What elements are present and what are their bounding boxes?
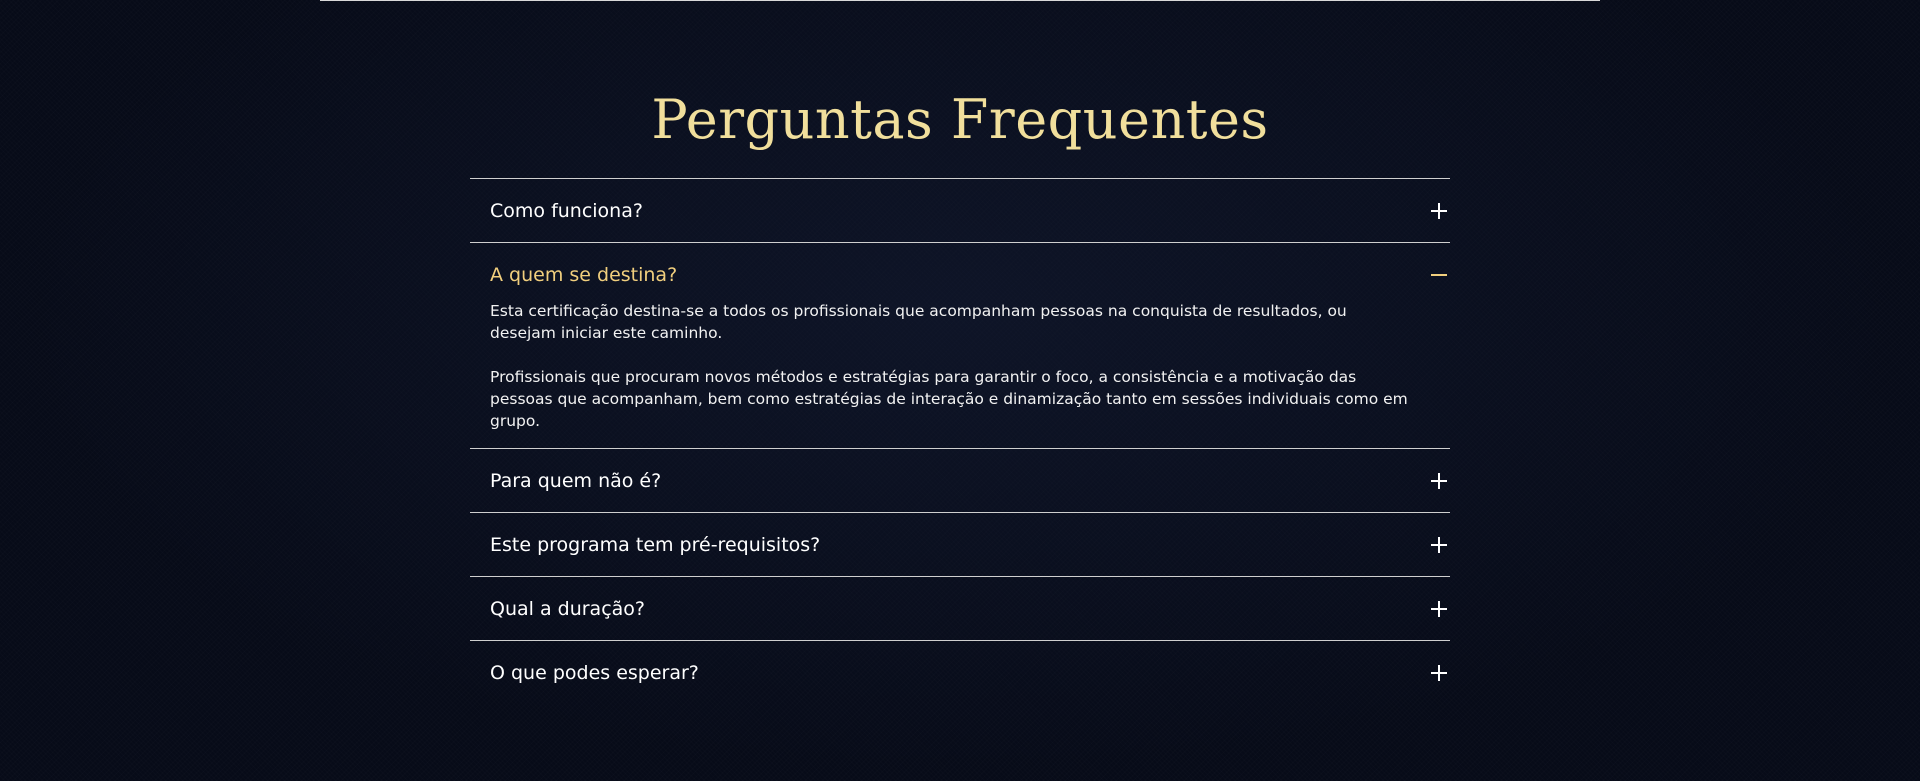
faq-question-button[interactable]	[470, 449, 1450, 512]
faq-item-como-funciona	[470, 179, 1450, 243]
faq-accordion	[470, 178, 1450, 704]
faq-item-para-quem-nao-e	[470, 449, 1450, 513]
faq-question-text: Como funciona?	[490, 199, 643, 222]
faq-answer-paragraph: Profissionais que procuram novos métodos e estratégias para garantir o foco, a consistência e a motivação das pessoas que acompanham, bem como estratégias de interação e dinamização tanto em sessões individuais como em grupo.	[490, 368, 1408, 430]
faq-item-pre-requisitos	[470, 513, 1450, 577]
top-divider	[320, 0, 1600, 1]
faq-question-text: A quem se destina?	[490, 263, 678, 286]
minus-icon[interactable]	[1431, 267, 1447, 283]
faq-answer-panel	[470, 300, 1450, 448]
faq-question-text: O que podes esperar?	[490, 661, 699, 684]
faq-title: Perguntas Frequentes	[651, 88, 1269, 151]
faq-item-o-que-esperar	[470, 641, 1450, 704]
faq-question-button[interactable]	[470, 179, 1450, 242]
faq-answer-paragraph: Esta certificação destina-se a todos os profissionais que acompanham pessoas na conquista de resultados, ou desejam iniciar este caminho.	[490, 302, 1347, 342]
faq-section	[470, 82, 1450, 704]
faq-question-text: Qual a duração?	[490, 597, 645, 620]
plus-icon[interactable]	[1431, 537, 1447, 553]
plus-icon[interactable]	[1431, 601, 1447, 617]
plus-icon[interactable]	[1431, 665, 1447, 681]
plus-icon[interactable]	[1431, 203, 1447, 219]
faq-question-button[interactable]	[470, 577, 1450, 640]
faq-question-button[interactable]	[470, 513, 1450, 576]
faq-question-text: Este programa tem pré-requisitos?	[490, 533, 821, 556]
faq-question-button[interactable]	[470, 243, 1450, 306]
faq-item-a-quem-se-destina	[470, 243, 1450, 449]
faq-item-duracao	[470, 577, 1450, 641]
plus-icon[interactable]	[1431, 473, 1447, 489]
faq-question-button[interactable]	[470, 641, 1450, 704]
faq-question-text: Para quem não é?	[490, 469, 662, 492]
